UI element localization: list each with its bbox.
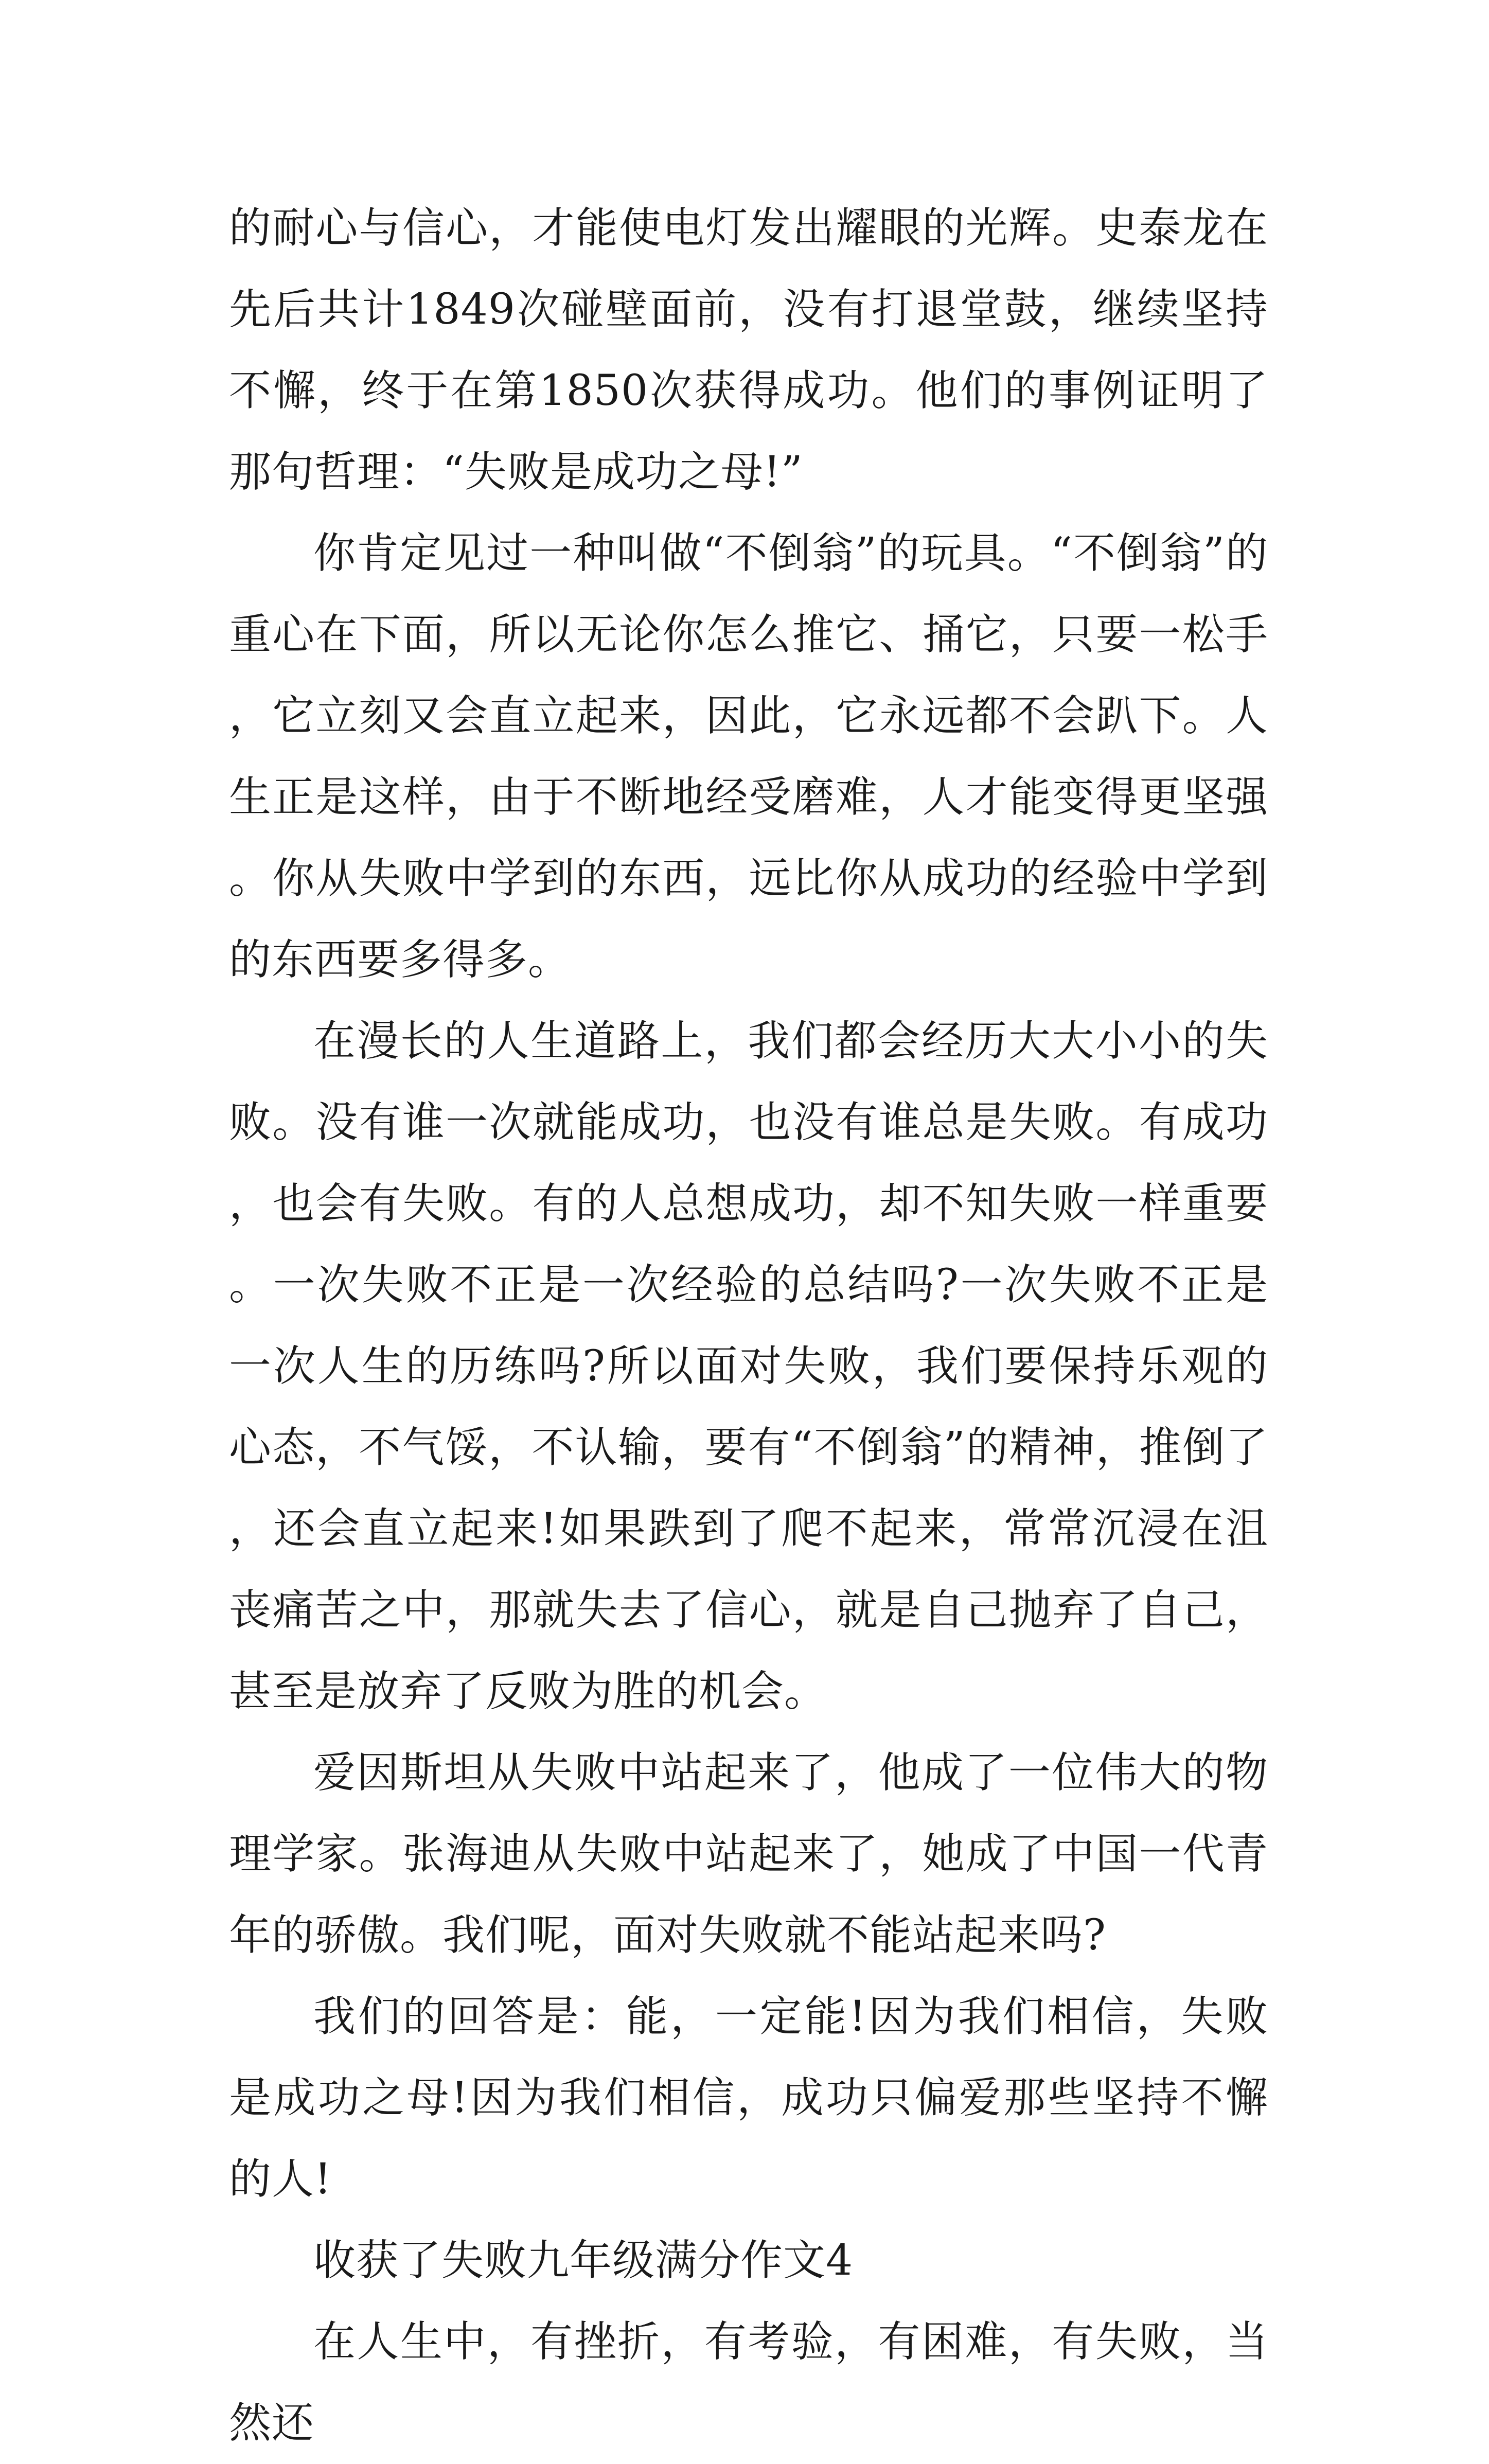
paragraph-1: 的耐心与信心，才能使电灯发出耀眼的光辉。史泰龙在先后共计1849次碰壁面前，没有打退堂鼓，继续坚持不懈，终于在第1850次获得成功。他们的事例证明了那句哲理：“失败是成功之母!” <box>229 204 1268 497</box>
paragraph-6: 在人生中，有挫折，有考验，有困难，有失败，当然还 <box>229 2317 1268 2448</box>
paragraph-4: 爱因斯坦从失败中站起来了，他成了一位伟大的物理学家。张海迪从失败中站起来了，她成了中国一代青年的骄傲。我们呢，面对失败就不能站起来吗? <box>229 1748 1268 1960</box>
section-heading: 收获了失败九年级满分作文4 <box>313 2236 854 2285</box>
paragraph-2: 你肯定见过一种叫做“不倒翁”的玩具。“不倒翁”的重心在下面，所以无论你怎么推它、捅它，只要一松手，它立刻又会直立起来，因此，它永远都不会趴下。人生正是这样，由于不断地经受磨难，人才能变得更坚强。你从失败中学到的东西，远比你从成功的经验中学到的东西要多得多。 <box>229 529 1268 984</box>
paragraph-5: 我们的回答是：能，一定能!因为我们相信，失败是成功之母!因为我们相信，成功只偏爱那些坚持不懈的人! <box>229 1992 1268 2204</box>
document-body <box>229 188 1268 2464</box>
paragraph-3: 在漫长的人生道路上，我们都会经历大大小小的失败。没有谁一次就能成功，也没有谁总是失败。有成功，也会有失败。有的人总想成功，却不知失败一样重要。一次失败不正是一次经验的总结吗?一次失败不正是一次人生的历练吗?所以面对失败，我们要保持乐观的心态，不气馁，不认输，要有“不倒翁”的精神，推倒了，还会直立起来!如果跌到了爬不起来，常常沉浸在沮丧痛苦之中，那就失去了信心，就是自己抛弃了自己，甚至是放弃了反败为胜的机会。 <box>229 1017 1268 1716</box>
